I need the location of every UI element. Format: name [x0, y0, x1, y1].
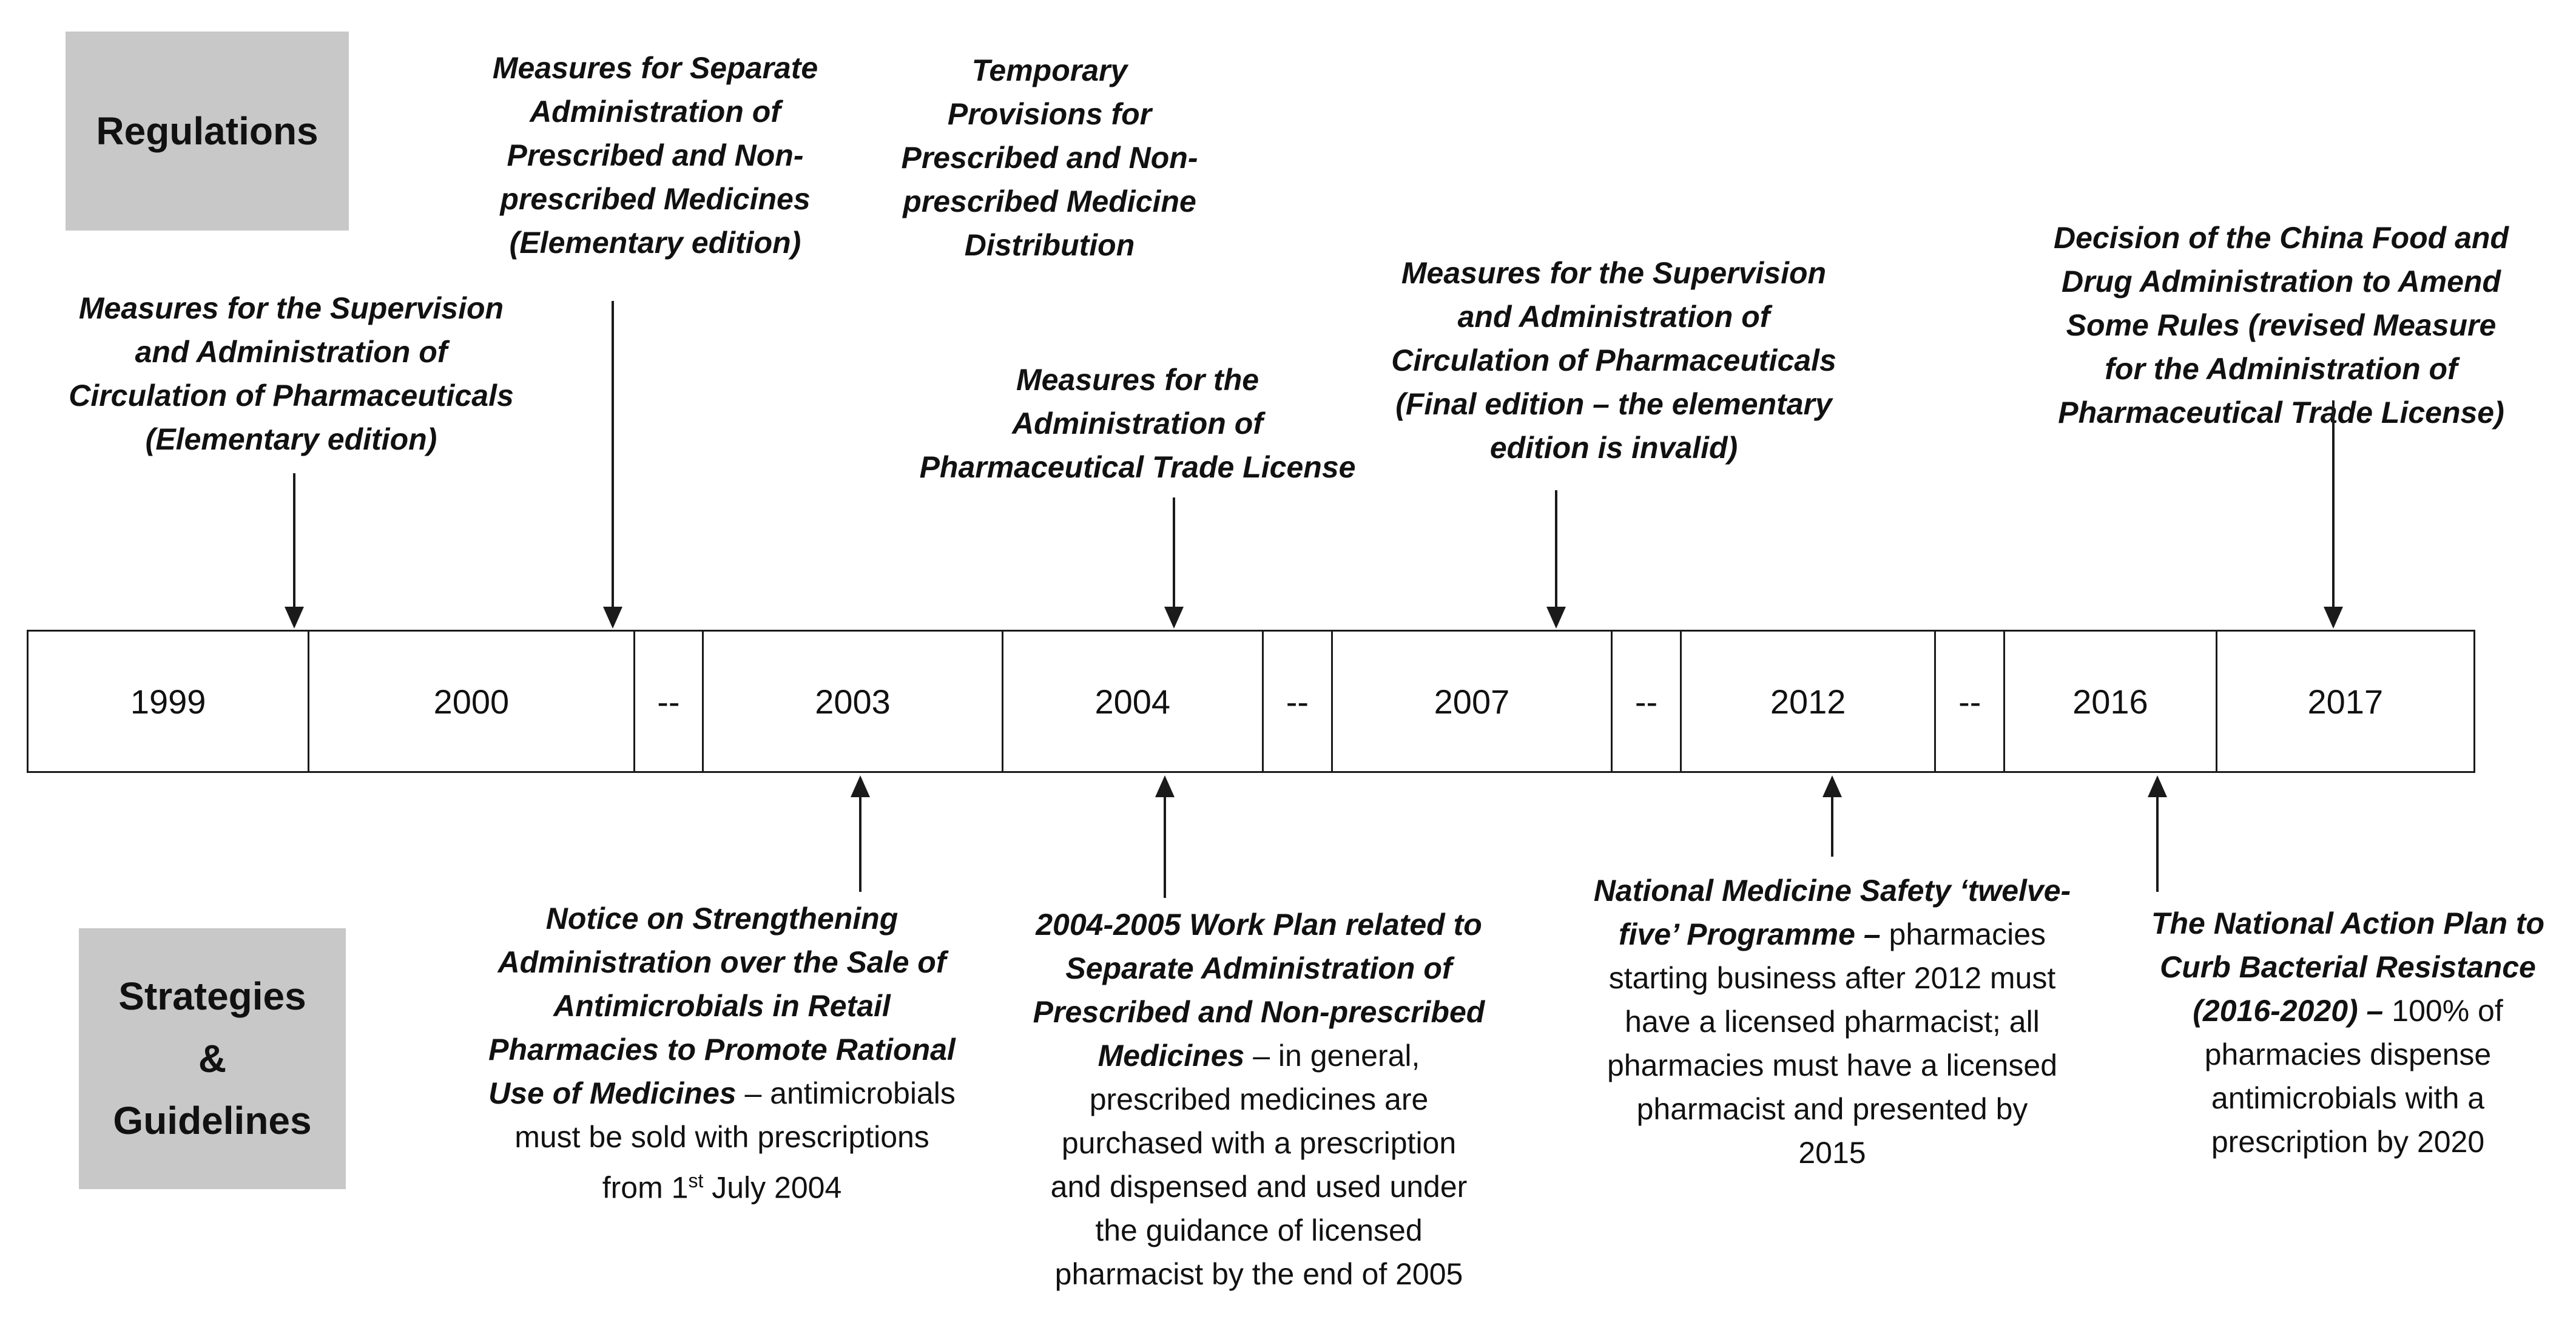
regulation-2004-line: Administration of — [1012, 406, 1263, 440]
regulation-2000-line: Measures for Separate — [492, 51, 818, 85]
strategy-2004 — [1001, 903, 1517, 1296]
regulation-2000 — [473, 46, 837, 265]
regulation-2004-line: Measures for the — [1016, 363, 1259, 397]
regulation-2007-line: (Final edition – the elementary — [1395, 387, 1832, 421]
strategy-2012-body-line: pharmacies must have a licensed — [1607, 1048, 2058, 1082]
timeline-cell: 2007 — [1333, 632, 1613, 771]
timeline-cell: 2016 — [2005, 632, 2217, 771]
strategy-2016-title-line: The National Action Plan to — [2151, 906, 2545, 940]
strategies-label-line: Guidelines — [113, 1099, 312, 1143]
strategy-2004-title-line: Medicines — [1097, 1039, 1245, 1073]
regulation-1999-line: and Administration of — [135, 335, 448, 369]
regulation-2007-line: Circulation of Pharmaceuticals — [1391, 343, 1836, 377]
strategy-2003-title-line: Antimicrobials in Retail — [553, 989, 891, 1023]
strategy-2004-tail: – in general, — [1244, 1039, 1420, 1073]
regulation-2000-line: Prescribed and Non- — [507, 138, 804, 172]
strategy-2003-date-sup: st — [688, 1170, 704, 1192]
regulation-2007-line: edition is invalid) — [1489, 431, 1738, 465]
regulation-temporary-line: prescribed Medicine — [903, 184, 1196, 218]
regulation-2004-line: Pharmaceutical Trade License — [919, 450, 1356, 484]
timeline-bar — [27, 630, 2475, 773]
timeline-cell: 1999 — [29, 632, 309, 771]
timeline-cell: -- — [1264, 632, 1333, 771]
regulation-2017-line: Some Rules (revised Measure — [2066, 308, 2497, 342]
strategy-2003-title-line: Administration over the Sale of — [497, 945, 946, 979]
strategy-2004-title-line: 2004-2005 Work Plan related to — [1036, 908, 1482, 942]
regulation-2007-line: Measures for the Supervision — [1401, 256, 1827, 290]
strategy-2016-body-line: antimicrobials with a — [2211, 1081, 2485, 1115]
strategy-2012-title-line: National Medicine Safety ‘twelve- — [1593, 874, 2071, 908]
regulations-label — [66, 32, 349, 231]
strategy-2004-body-line: pharmacist by the end of 2005 — [1054, 1257, 1463, 1291]
regulation-2007-line: and Administration of — [1457, 300, 1770, 334]
strategy-2003-date-post: July 2004 — [703, 1170, 842, 1205]
strategies-guidelines-label — [79, 928, 346, 1189]
strategy-2003-date-pre: from 1 — [602, 1170, 689, 1205]
strategy-2004-body-line: prescribed medicines are — [1089, 1082, 1429, 1116]
strategy-2003-title-line: Notice on Strengthening — [545, 902, 899, 936]
strategy-2012-body-line: 2015 — [1798, 1136, 1866, 1170]
regulation-2017-line: for the Administration of — [2105, 352, 2458, 386]
regulation-2017 — [2014, 216, 2548, 434]
regulations-label-text: Regulations — [96, 109, 319, 153]
regulation-1999-line: Circulation of Pharmaceuticals — [69, 379, 514, 413]
regulation-1999-line: (Elementary edition) — [145, 422, 437, 456]
strategy-2012-tail: pharmacies — [1880, 917, 2046, 951]
regulation-1999 — [42, 286, 540, 461]
strategy-2003-title-line: Use of Medicines — [488, 1076, 737, 1110]
timeline-cell: -- — [1936, 632, 2005, 771]
regulation-2000-line: (Elementary edition) — [509, 226, 801, 260]
strategy-2012-body-line: pharmacist and presented by — [1636, 1092, 2028, 1126]
regulation-2000-line: prescribed Medicines — [500, 182, 811, 216]
strategy-2004-body-line: and dispensed and used under — [1050, 1170, 1468, 1204]
strategy-2012 — [1553, 869, 2111, 1175]
strategy-2016-tail: 100% of — [2383, 994, 2503, 1028]
strategies-label-line: & — [198, 1036, 227, 1081]
strategy-2003-tail: – antimicrobials — [736, 1076, 956, 1110]
strategy-2012-title-line: five’ Programme – — [1618, 917, 1881, 951]
regulation-1999-line: Measures for the Supervision — [78, 291, 504, 325]
strategy-2004-title-line: Prescribed and Non-prescribed — [1033, 995, 1485, 1029]
strategy-2003-date — [449, 1159, 995, 1210]
timeline-cell: -- — [1613, 632, 1682, 771]
regulation-2017-line: Pharmaceutical Trade License) — [2058, 396, 2504, 430]
strategy-2004-body-line: the guidance of licensed — [1095, 1213, 1423, 1247]
regulation-temporary-line: Provisions for — [947, 97, 1152, 131]
strategy-2003-title-line: Pharmacies to Promote Rational — [488, 1033, 956, 1067]
regulation-2017-line: Drug Administration to Amend — [2061, 265, 2501, 298]
regulation-2004 — [886, 358, 1389, 489]
strategy-2016-body-line: pharmacies dispense — [2204, 1037, 2492, 1071]
strategy-2016-title-line: (2016-2020) – — [2193, 994, 2384, 1028]
regulation-temporary-line: Distribution — [964, 228, 1135, 262]
timeline-cell: 2012 — [1682, 632, 1936, 771]
strategy-2012-body-line: have a licensed pharmacist; all — [1625, 1005, 2040, 1039]
regulation-2007 — [1353, 251, 1875, 470]
strategy-2004-body-line: purchased with a prescription — [1061, 1126, 1457, 1160]
regulation-temporary-provisions — [874, 49, 1226, 267]
regulation-temporary-line: Temporary — [971, 53, 1128, 87]
regulation-2000-line: Administration of — [530, 95, 781, 129]
strategy-2003 — [449, 897, 995, 1210]
timeline-cell: 2003 — [704, 632, 1003, 771]
strategy-2016 — [2123, 902, 2572, 1164]
timeline-cell: -- — [635, 632, 704, 771]
timeline-cell: 2000 — [309, 632, 635, 771]
strategy-2012-body-line: starting business after 2012 must — [1608, 961, 2056, 995]
regulation-temporary-line: Prescribed and Non- — [901, 141, 1198, 175]
strategy-2003-body-line: must be sold with prescriptions — [514, 1120, 929, 1154]
strategies-label-line: Strategies — [118, 974, 306, 1019]
strategy-2016-body-line: prescription by 2020 — [2211, 1125, 2485, 1159]
regulation-2017-line: Decision of the China Food and — [2054, 221, 2509, 255]
strategy-2016-title-line: Curb Bacterial Resistance — [2160, 950, 2536, 984]
timeline-cell: 2017 — [2307, 682, 2384, 721]
strategy-2004-title-line: Separate Administration of — [1065, 951, 1452, 985]
timeline-cell: 2004 — [1003, 632, 1264, 771]
